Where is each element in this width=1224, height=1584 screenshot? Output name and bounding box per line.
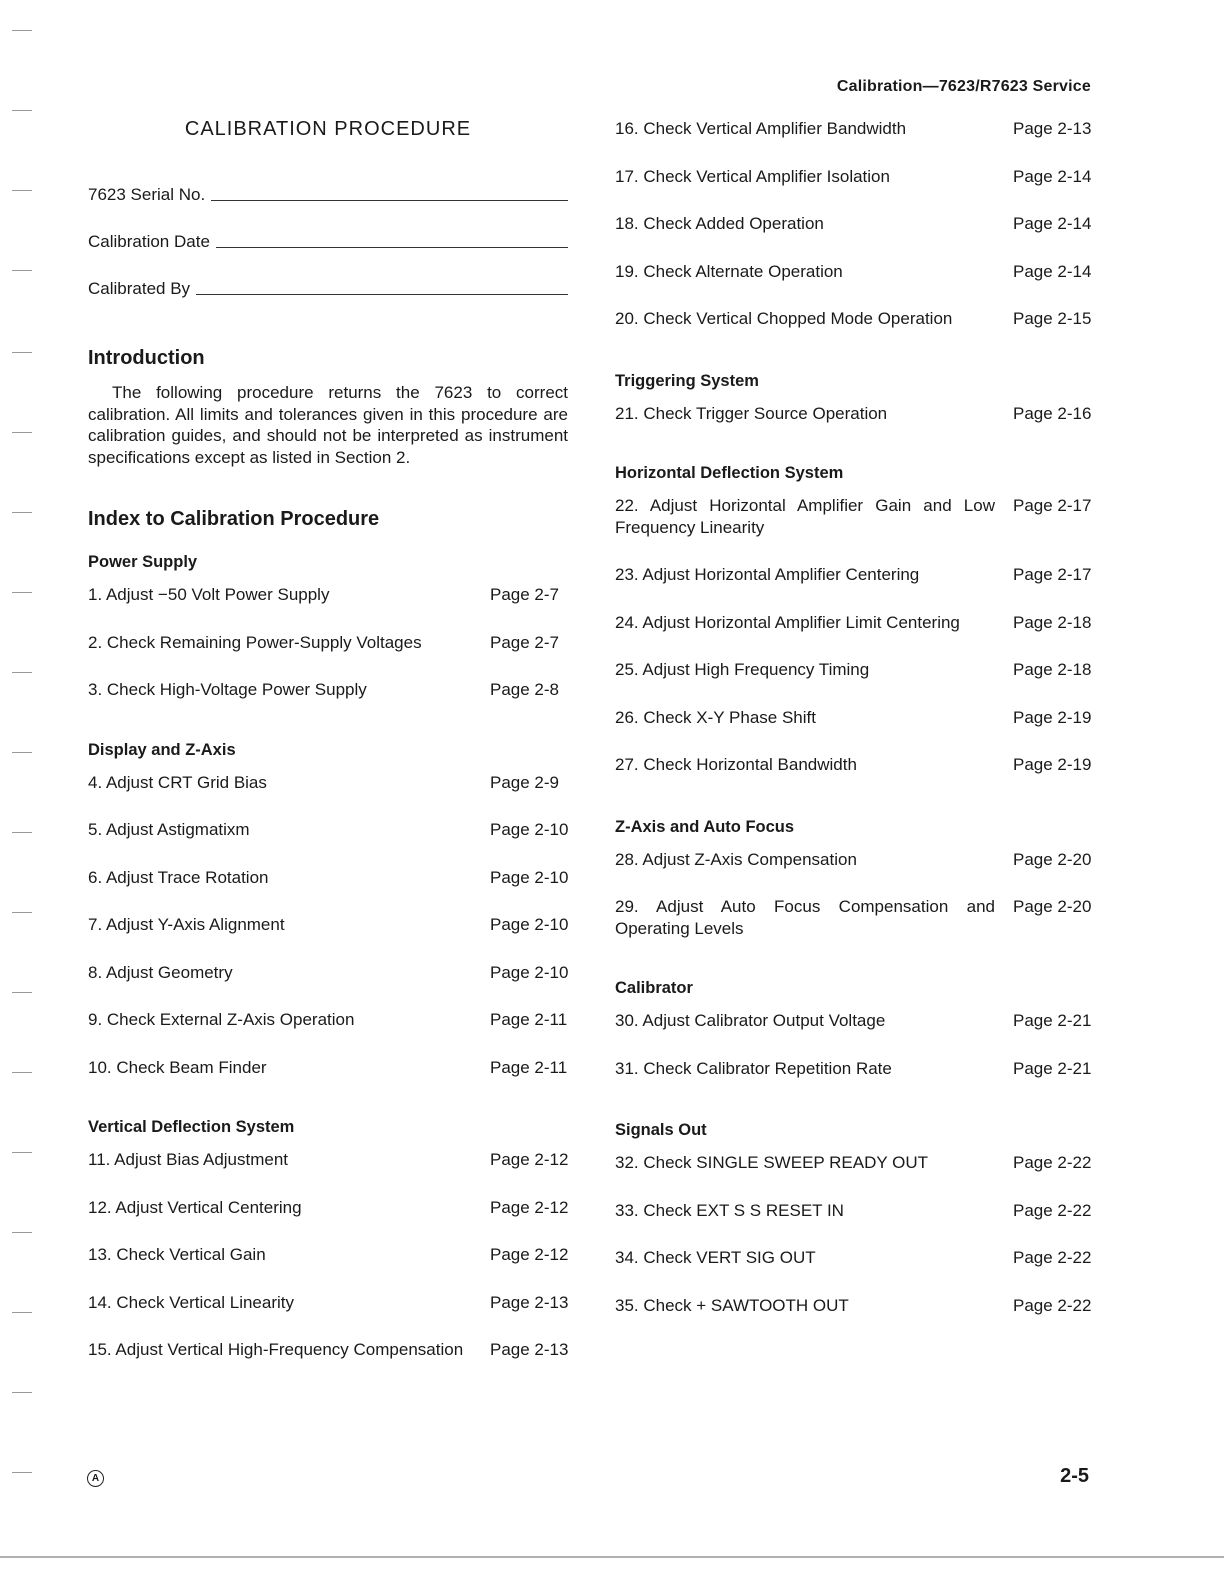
procedure-step-text: 20. Check Vertical Chopped Mode Operation [615,309,953,328]
procedure-page-ref: Page 2-7 [490,585,559,604]
scan-tick [12,352,32,353]
section-heading: Vertical Deflection System [88,1118,295,1136]
index-section [615,1121,1093,1316]
section-heading: Z-Axis and Auto Focus [615,817,795,836]
scan-tick [12,992,32,993]
procedure-item [615,896,1093,939]
procedure-page-ref: Page 2-13 [1013,119,1092,138]
calibration-date-field [88,228,568,252]
procedure-item [88,867,568,889]
scan-tick [12,1072,32,1073]
procedure-page-ref: Page 2-13 [490,1292,569,1312]
serial-number-field [88,181,568,205]
scan-tick [12,432,32,433]
section-heading: Horizontal Deflection System [615,464,844,482]
procedure-step-text: 16. Check Vertical Amplifier Bandwidth [615,119,907,138]
section-heading: Triggering System [615,371,759,390]
index-section [615,464,1093,776]
procedure-item [88,1292,568,1314]
scan-tick [12,832,32,833]
scan-tick [12,30,32,31]
procedure-step-text: 34. Check VERT SIG OUT [615,1248,816,1267]
procedure-step-text: 15. Adjust Vertical High-Frequency Compensation [88,1340,464,1359]
procedure-item [88,679,568,701]
scan-tick [12,1312,32,1313]
scan-bottom-edge [0,1556,1224,1558]
left-index-sections [88,553,568,1361]
index-section [88,553,568,701]
procedure-page-ref: Page 2-12 [490,1245,569,1264]
procedure-item [88,1244,568,1266]
scan-tick [12,1152,32,1153]
procedure-step-text: 12. Adjust Vertical Centering [88,1197,302,1217]
index-section [88,1118,568,1361]
procedure-item [88,772,568,794]
procedure-step-text: 14. Check Vertical Linearity [88,1292,294,1312]
procedure-item [88,1149,568,1171]
procedure-page-ref: Page 2-7 [490,632,559,652]
procedure-item [88,914,568,936]
procedure-page-ref: Page 2-17 [1013,565,1092,584]
procedure-step-text: 6. Adjust Trace Rotation [88,867,269,887]
procedure-page-ref: Page 2-19 [1013,707,1092,727]
procedure-item [615,118,1093,140]
section-heading: Signals Out [615,1121,707,1139]
procedure-page-ref: Page 2-11 [490,1010,568,1029]
section-heading: Calibrator [615,979,693,997]
scan-tick [12,1232,32,1233]
procedure-step-text: 2. Check Remaining Power-Supply Voltages [88,632,422,652]
procedure-step-text: 19. Check Alternate Operation [615,261,843,281]
blank-line [211,200,568,201]
left-column [88,118,568,1361]
index-section [615,979,1093,1079]
procedure-page-ref: Page 2-14 [1013,214,1092,233]
calibrated-by-field [88,275,568,299]
procedure-step-text: 28. Adjust Z-Axis Compensation [615,849,857,869]
section-heading: Power Supply [88,553,198,571]
procedure-page-ref: Page 2-22 [1013,1295,1092,1315]
scan-tick [12,592,32,593]
procedure-item [615,213,1093,235]
procedure-item [615,754,1093,776]
right-index-sections [615,118,1093,1316]
procedure-page-ref: Page 2-14 [1013,166,1092,186]
procedure-page-ref: Page 2-20 [1013,849,1092,869]
scan-tick [12,190,32,191]
index-section [615,118,1093,330]
procedure-step-text: 17. Check Vertical Amplifier Isolation [615,166,890,186]
procedure-step-text: 35. Check + SAWTOOTH OUT [615,1295,849,1315]
procedure-item [88,584,568,606]
page-number: 2-5 [1060,1465,1089,1487]
scan-tick [12,672,32,673]
procedure-step-text: 30. Adjust Calibrator Output Voltage [615,1011,886,1030]
procedure-step-text: 10. Check Beam Finder [88,1057,267,1077]
procedure-step-text: 1. Adjust −50 Volt Power Supply [88,585,330,604]
section-heading: Display and Z-Axis [88,740,236,759]
procedure-step-text: 13. Check Vertical Gain [88,1245,266,1264]
form-field-label: Calibrated By [88,279,191,298]
scan-tick [12,912,32,913]
scan-tick [12,512,32,513]
procedure-page-ref: Page 2-10 [490,915,569,934]
procedure-step-text: 18. Check Added Operation [615,214,824,233]
procedure-item [615,308,1093,330]
procedure-step-text: 29. Adjust Auto Focus Compensation and Operating Levels [615,897,995,938]
procedure-page-ref: Page 2-17 [1013,496,1092,515]
procedure-item [615,495,1093,538]
procedure-step-text: 32. Check SINGLE SWEEP READY OUT [615,1153,929,1172]
procedure-page-ref: Page 2-19 [1013,755,1092,774]
procedure-item [615,1200,1093,1222]
procedure-step-text: 25. Adjust High Frequency Timing [615,660,870,679]
procedure-item [615,1010,1093,1032]
procedure-step-text: 21. Check Trigger Source Operation [615,403,888,423]
blank-line [216,247,568,248]
procedure-item [88,1009,568,1031]
blank-line [196,294,568,295]
procedure-page-ref: Page 2-21 [1013,1058,1092,1078]
procedure-step-text: 31. Check Calibrator Repetition Rate [615,1058,892,1078]
procedure-step-text: 24. Adjust Horizontal Amplifier Limit Centering [615,612,960,632]
procedure-item [615,166,1093,188]
procedure-step-text: 3. Check High-Voltage Power Supply [88,680,367,699]
procedure-page-ref: Page 2-22 [1013,1248,1092,1267]
procedure-page-ref: Page 2-15 [1013,309,1092,328]
procedure-step-text: 27. Check Horizontal Bandwidth [615,755,857,774]
procedure-step-text: 22. Adjust Horizontal Amplifier Gain and Low Frequency Linearity [615,496,995,537]
procedure-item [88,632,568,654]
procedure-page-ref: Page 2-16 [1013,403,1092,423]
procedure-item [615,261,1093,283]
procedure-step-text: 9. Check External Z-Axis Operation [88,1010,355,1029]
index-heading: Index to Calibration Procedure [88,508,380,530]
procedure-step-text: 23. Adjust Horizontal Amplifier Centering [615,565,920,584]
procedure-item [88,819,568,841]
scan-margin-marks [0,0,40,1584]
scan-tick [12,752,32,753]
procedure-page-ref: Page 2-18 [1013,612,1092,632]
procedure-step-text: 11. Adjust Bias Adjustment [88,1150,289,1169]
right-column [615,118,1093,1316]
index-section [615,818,1093,940]
index-section [615,372,1093,425]
introduction-text: The following procedure returns the 7623 to correct calibration. All limits and tolerances given in this procedure are calibration guides, and should not be interpreted as instrument specifications except as listed in Section 2. [88,383,568,467]
index-section [88,741,568,1079]
procedure-page-ref: Page 2-18 [1013,660,1092,679]
procedure-item [615,1247,1093,1269]
procedure-step-text: 33. Check EXT S S RESET IN [615,1200,844,1220]
procedure-page-ref: Page 2-21 [1013,1011,1092,1030]
procedure-page-ref: Page 2-12 [490,1150,569,1169]
form-fields [88,181,568,299]
procedure-step-text: 7. Adjust Y-Axis Alignment [88,915,285,934]
procedure-item [615,659,1093,681]
procedure-page-ref: Page 2-22 [1013,1200,1092,1220]
procedure-item [615,612,1093,634]
procedure-item [615,849,1093,871]
introduction-heading: Introduction [88,347,205,369]
scan-tick [12,110,32,111]
procedure-item [615,707,1093,729]
scan-tick [12,1472,32,1473]
procedure-step-text: 4. Adjust CRT Grid Bias [88,772,267,792]
procedure-page-ref: Page 2-10 [490,962,569,982]
procedure-page-ref: Page 2-20 [1013,897,1092,916]
document-title: CALIBRATION PROCEDURE [184,118,472,140]
procedure-page-ref: Page 2-10 [490,820,569,839]
procedure-step-text: 8. Adjust Geometry [88,962,233,982]
procedure-page-ref: Page 2-9 [490,772,559,792]
procedure-page-ref: Page 2-11 [490,1057,568,1077]
running-header: Calibration—7623/R7623 Service [836,78,1091,95]
form-field-label: Calibration Date [88,232,210,251]
procedure-step-text: 26. Check X-Y Phase Shift [615,707,816,727]
procedure-item [88,1197,568,1219]
scan-tick [12,1392,32,1393]
procedure-item [615,403,1093,425]
procedure-page-ref: Page 2-12 [490,1197,569,1217]
revision-mark-icon: A [87,1470,104,1487]
procedure-item [615,564,1093,586]
procedure-page-ref: Page 2-22 [1013,1153,1092,1172]
procedure-page-ref: Page 2-10 [490,867,569,887]
procedure-item [615,1295,1093,1317]
procedure-item [88,962,568,984]
procedure-step-text: 5. Adjust Astigmatixm [88,820,250,839]
procedure-page-ref: Page 2-14 [1013,261,1092,281]
procedure-page-ref: Page 2-13 [490,1340,569,1359]
scan-tick [12,270,32,271]
procedure-item [615,1058,1093,1080]
form-field-label: 7623 Serial No. [88,185,206,204]
procedure-item [88,1339,568,1361]
procedure-item [615,1152,1093,1174]
procedure-item [88,1057,568,1079]
procedure-page-ref: Page 2-8 [490,680,559,699]
